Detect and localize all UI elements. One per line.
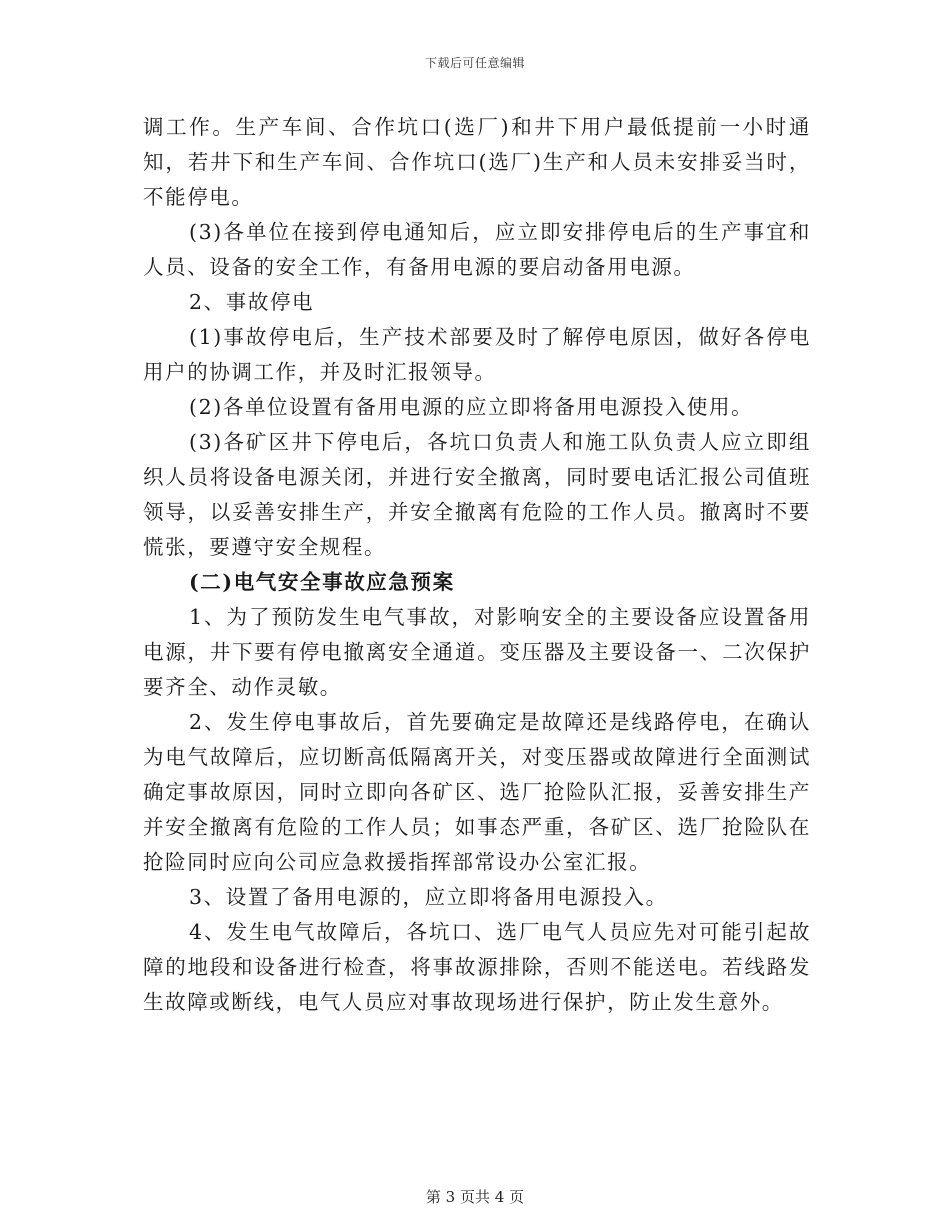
paragraph-item-3-notice: (3)各单位在接到停电通知后，应立即安排停电后的生产事宜和人员、设备的安全工作，有备用电源的要启动备用电源。	[143, 220, 811, 279]
paragraph-item-3-mine: (3)各矿区井下停电后，各坑口负责人和施工队负责人应立即组织人员将设备电源关闭，并进行安全撤离，同时要电话汇报公司值班领导，以妥善安排生产，并安全撤离有危险的工作人员。撤离时不要慌张，要遵守安全规程。	[143, 430, 811, 559]
paragraph-point-3: 3、设置了备用电源的，应立即将备用电源投入。	[189, 885, 668, 909]
page-header: 下载后可任意编辑	[424, 56, 525, 70]
paragraph-item-2-backup: (2)各单位设置有备用电源的应立即将备用电源投入使用。	[189, 395, 754, 419]
paragraph-continuation: 调工作。生产车间、合作坑口(选厂)和井下用户最低提前一小时通知，若井下和生产车间、合作坑口(选厂)生产和人员未安排妥当时，不能停电。	[143, 115, 811, 209]
page-footer: 第 3 页共 4 页	[425, 1188, 525, 1206]
section-heading-electrical-plan: (二)电气安全事故应急预案	[189, 570, 455, 594]
section-heading-accident-outage: 2、事故停电	[189, 290, 315, 314]
paragraph-point-4: 4、发生电气故障后，各坑口、选厂电气人员应先对可能引起故障的地段和设备进行检查，将事故源排除，否则不能送电。若线路发生故障或断线，电气人员应对事故现场进行保护，防止发生意外。	[143, 920, 811, 1014]
document-body	[143, 110, 811, 1020]
paragraph-point-2: 2、发生停电事故后，首先要确定是故障还是线路停电，在确认为电气故障后，应切断高低隔离开关，对变压器或故障进行全面测试确定事故原因，同时立即向各矿区、选厂抢险队汇报，妥善安排生产并安全撤离有危险的工作人员；如事态严重，各矿区、选厂抢险队在抢险同时应向公司应急救援指挥部常设办公室汇报。	[143, 710, 811, 874]
paragraph-point-1: 1、为了预防发生电气事故，对影响安全的主要设备应设置备用电源，井下要有停电撤离安全通道。变压器及主要设备一、二次保护要齐全、动作灵敏。	[143, 605, 811, 699]
paragraph-item-1-accident: (1)事故停电后，生产技术部要及时了解停电原因，做好各停电用户的协调工作，并及时汇报领导。	[143, 325, 811, 384]
